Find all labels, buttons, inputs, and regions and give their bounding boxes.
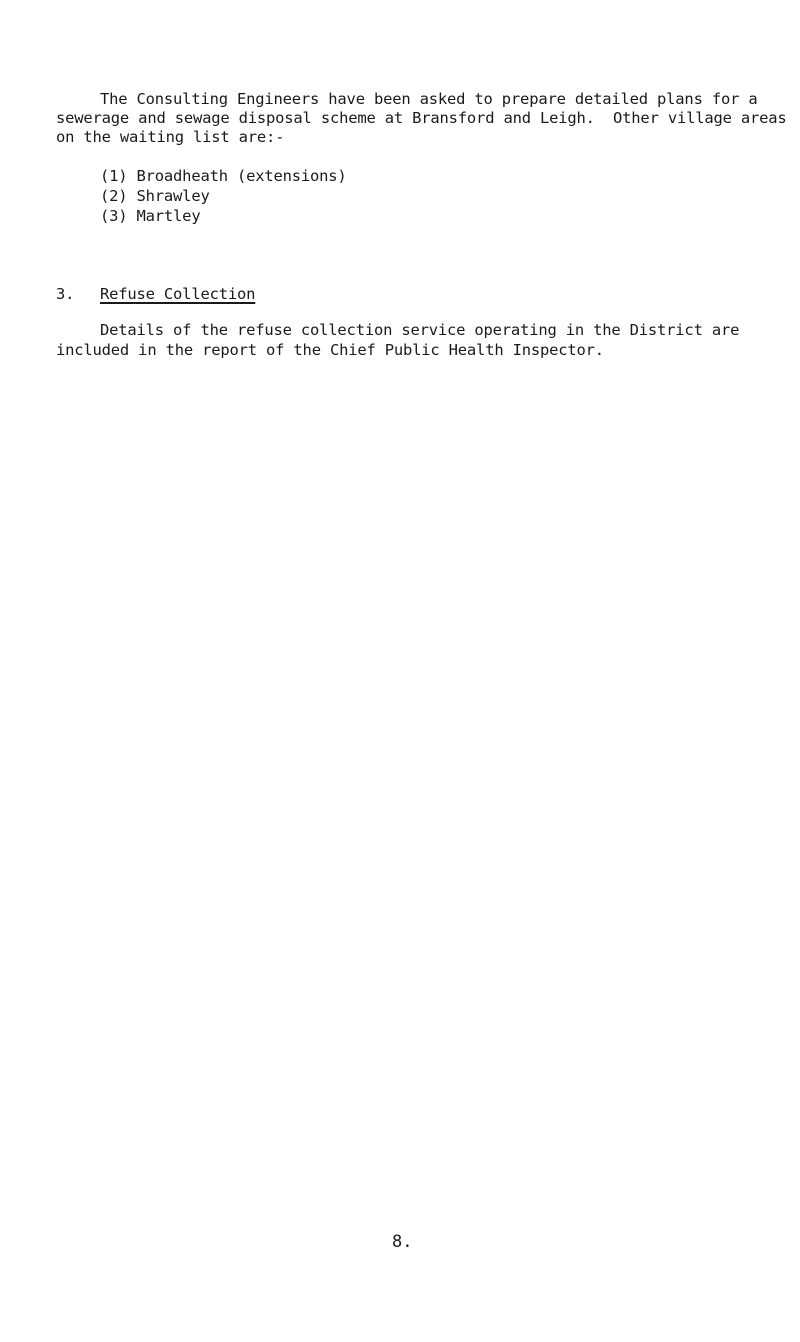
paragraph-1-line-1: The Consulting Engineers have been asked to prepare detailed plans for a xyxy=(100,90,758,108)
section-number: 3. xyxy=(56,285,75,303)
waiting-list-item-3: (3) Martley xyxy=(100,207,201,225)
paragraph-1-line-2: sewerage and sewage disposal scheme at Bransford and Leigh. Other village areas xyxy=(56,109,787,127)
section-heading: Refuse Collection xyxy=(100,285,256,303)
waiting-list-item-1: (1) Broadheath (extensions) xyxy=(100,167,347,185)
page-number: 8. xyxy=(392,1232,413,1252)
paragraph-2-line-1: Details of the refuse collection service operating in the District are xyxy=(100,321,740,339)
paragraph-1-line-3: on the waiting list are:- xyxy=(56,128,285,146)
waiting-list-item-2: (2) Shrawley xyxy=(100,187,210,205)
paragraph-2-line-2: included in the report of the Chief Public Health Inspector. xyxy=(56,341,604,359)
